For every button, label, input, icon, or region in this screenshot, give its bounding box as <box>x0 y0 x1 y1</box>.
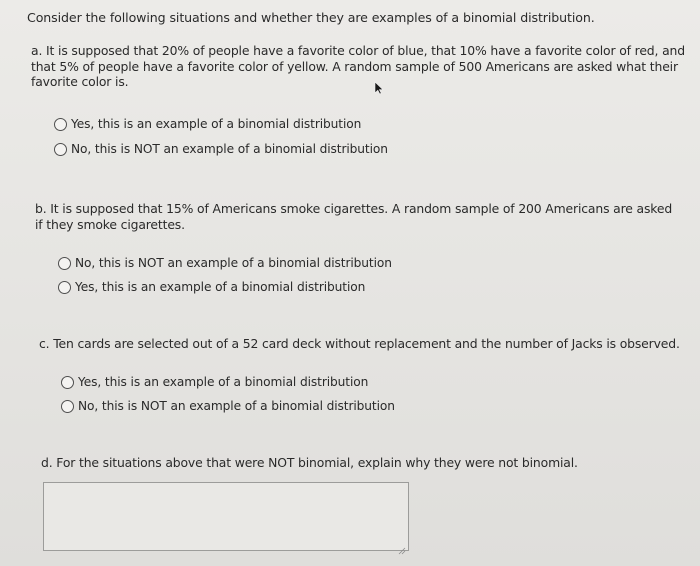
option-label: No, this is NOT an example of a binomial distribution <box>78 399 395 413</box>
question-c-option-yes[interactable] <box>61 373 368 391</box>
question-a-text: a. It is supposed that 20% of people have a favorite color of blue, that 10% have a favorite color of red, and that 5% of people have a favorite color of yellow. A random sample of 500 Americans are asked what their favorite color is. <box>31 43 685 89</box>
mouse-pointer-icon <box>374 80 384 94</box>
question-a-option-yes[interactable] <box>54 115 361 133</box>
question-b-option-yes[interactable] <box>58 278 365 296</box>
question-d-text: d. For the situations above that were NOT binomial, explain why they were not binomial. <box>41 455 578 470</box>
resize-handle-icon[interactable] <box>398 540 406 548</box>
question-b-option-no[interactable] <box>58 254 392 272</box>
radio-unchecked-icon[interactable] <box>58 281 71 294</box>
radio-unchecked-icon[interactable] <box>61 376 74 389</box>
option-label: Yes, this is an example of a binomial distribution <box>78 375 369 389</box>
question-a-option-no[interactable] <box>54 140 388 158</box>
radio-unchecked-icon[interactable] <box>54 118 67 131</box>
question-c-text: c. Ten cards are selected out of a 52 card deck without replacement and the number of Jacks is observed. <box>39 336 680 351</box>
explanation-textarea[interactable] <box>43 482 409 551</box>
question-b-text: b. It is supposed that 15% of Americans smoke cigarettes. A random sample of 200 Americans are asked if they smoke cigarettes. <box>35 201 673 232</box>
option-label: No, this is NOT an example of a binomial distribution <box>75 256 392 270</box>
question-c-option-no[interactable] <box>61 397 395 415</box>
radio-unchecked-icon[interactable] <box>61 400 74 413</box>
option-label: Yes, this is an example of a binomial distribution <box>75 280 366 294</box>
intro-text: Consider the following situations and whether they are examples of a binomial distribution. <box>27 10 595 25</box>
radio-unchecked-icon[interactable] <box>58 257 71 270</box>
option-label: No, this is NOT an example of a binomial distribution <box>71 142 388 156</box>
radio-unchecked-icon[interactable] <box>54 143 67 156</box>
option-label: Yes, this is an example of a binomial distribution <box>71 117 362 131</box>
